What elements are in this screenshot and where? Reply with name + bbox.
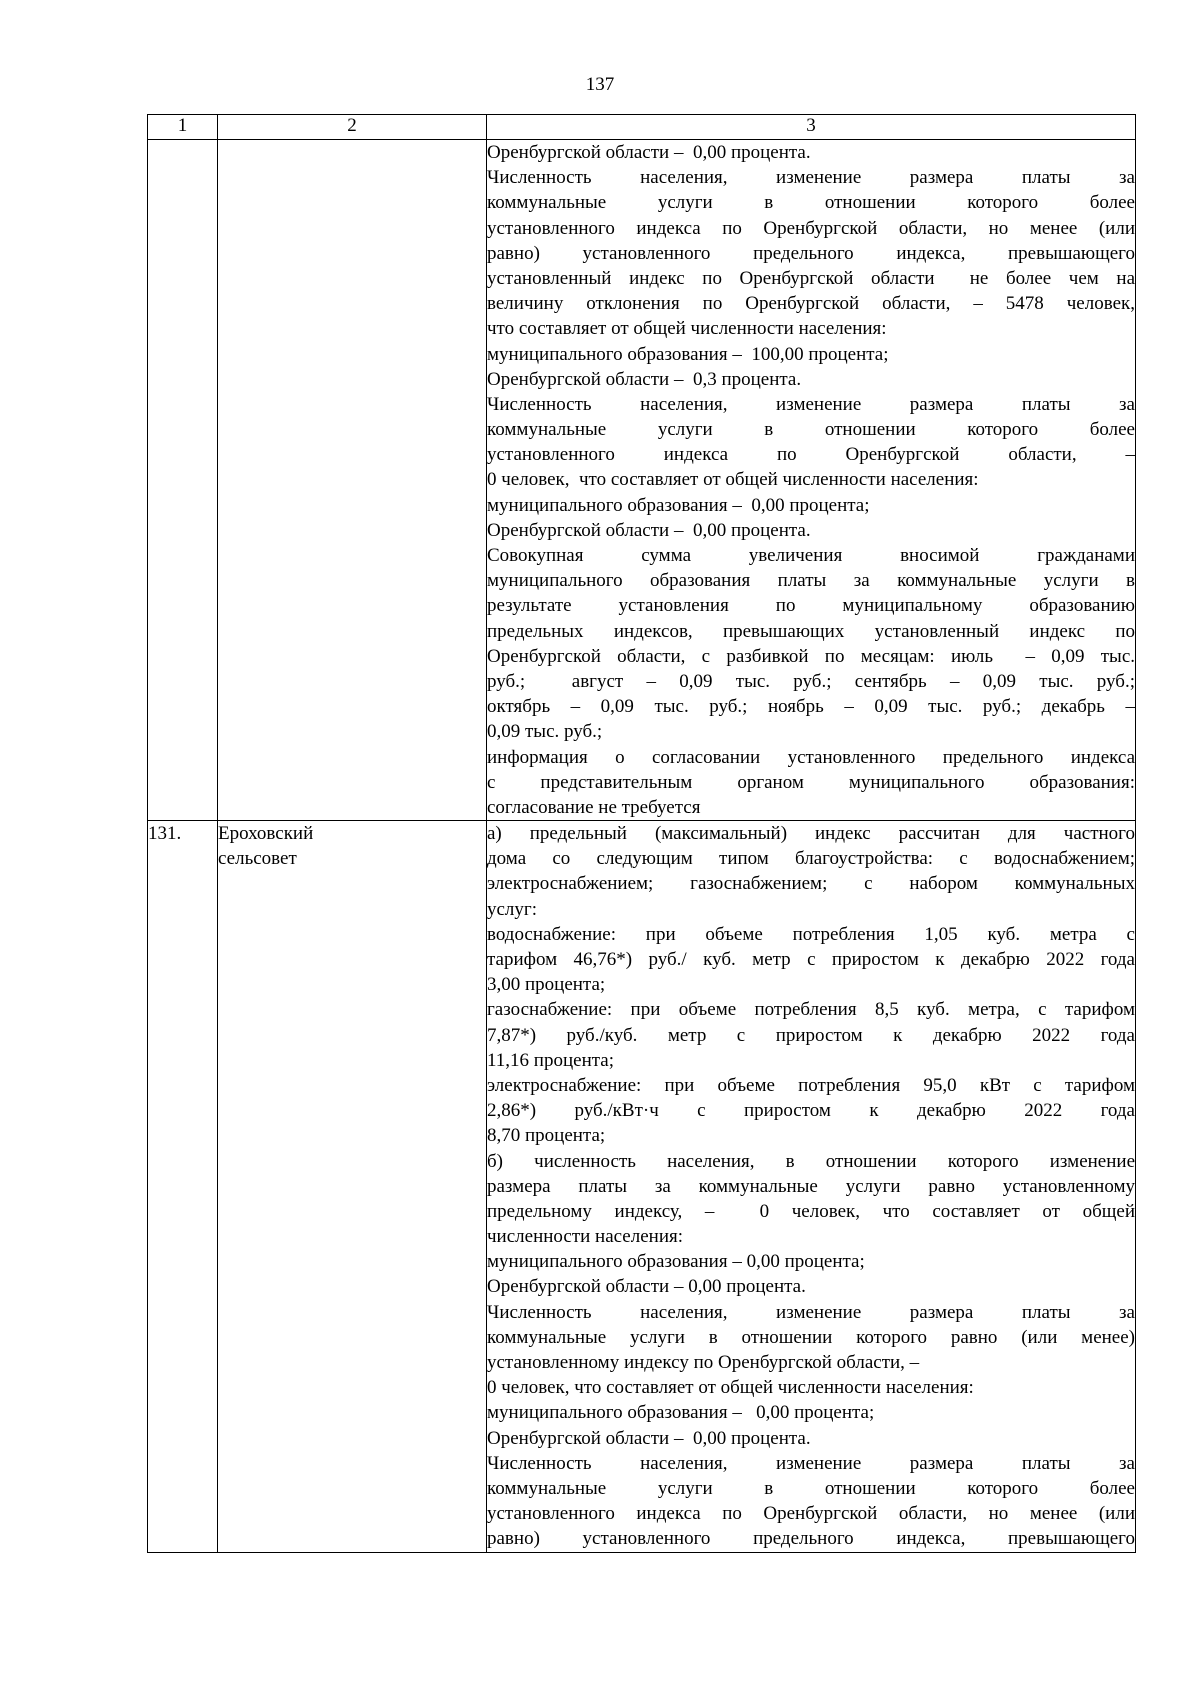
description-cell: [487, 821, 1136, 1552]
description-line: 0 человек, что составляет от общей численности населения:: [487, 469, 979, 491]
description-line: муниципального образования – 0,00 процента;: [487, 1251, 865, 1273]
description-line: газоснабжение: при объеме потребления 8,5 куб. метра, с тарифом: [487, 999, 1135, 1021]
description-line: тарифом 46,76*) руб./ куб. метр с приростом к декабрю 2022 года: [487, 949, 1135, 970]
description-line: электроснабжение: при объеме потребления 95,0 кВт с тарифом: [487, 1074, 1135, 1096]
header-cell-1: 1: [148, 115, 218, 140]
municipality-name-cell: [218, 821, 487, 1552]
description-line: коммунальные услуги в отношении которого более: [487, 192, 1135, 214]
description-line: муниципального образования платы за коммунальные услуги в: [487, 570, 1135, 592]
description-line: равно) установленного предельного индекса, превышающего: [487, 1528, 1135, 1550]
description-line: установленного индекса по Оренбургской области, но менее (или: [487, 1503, 1135, 1525]
description-line: величину отклонения по Оренбургской области, – 5478 человек,: [487, 293, 1135, 315]
description-line: установленный индекс по Оренбургской области не более чем на: [487, 267, 1135, 289]
description-line: б) численность населения, в отношении которого изменение: [487, 1150, 1135, 1172]
description-line: Оренбургской области – 0,00 процента.: [487, 142, 811, 163]
municipality-name-cell: [218, 140, 487, 821]
description-line: 11,16 процента;: [487, 1049, 614, 1071]
description-line: Оренбургской области – 0,00 процента.: [487, 1427, 811, 1449]
description-line: муниципального образования – 100,00 процента;: [487, 343, 889, 365]
description-line: Численность населения, изменение размера платы за: [487, 1452, 1135, 1474]
municipality-name-line: сельсовет: [218, 848, 297, 870]
table-row: [148, 140, 1136, 821]
description-line: а) предельный (максимальный) индекс рассчитан для частного: [487, 823, 1135, 845]
description-line: Оренбургской области – 0,3 процента.: [487, 368, 802, 390]
description-line: водоснабжение: при объеме потребления 1,05 куб. метра с: [487, 923, 1135, 945]
description-line: услуг:: [487, 898, 537, 920]
description-line: Оренбургской области, с разбивкой по месяцам: июль – 0,09 тыс.: [487, 645, 1135, 667]
description-line: Совокупная сумма увеличения вносимой гражданами: [487, 545, 1135, 566]
description-line: муниципального образования – 0,00 процента;: [487, 494, 870, 516]
description-line: Оренбургской области – 0,00 процента.: [487, 1276, 806, 1298]
description-line: установленного индекса по Оренбургской области, –: [487, 444, 1135, 466]
description-line: равно) установленного предельного индекса, превышающего: [487, 242, 1135, 264]
page-number: 137: [585, 74, 615, 95]
description-line: Численность населения, изменение размера платы за: [487, 393, 1135, 415]
description-line: установленному индексу по Оренбургской области, –: [487, 1352, 920, 1373]
description-line: 7,87*) руб./куб. метр с приростом к декабрю 2022 года: [487, 1024, 1135, 1046]
description-line: 8,70 процента;: [487, 1125, 606, 1147]
description-line: Численность населения, изменение размера платы за: [487, 1301, 1135, 1323]
header-cell-3: 3: [487, 115, 1136, 140]
description-line: руб.; август – 0,09 тыс. руб.; сентябрь – 0,09 тыс. руб.;: [487, 670, 1135, 692]
description-line: 2,86*) руб./кВт·ч с приростом к декабрю 2022 года: [487, 1100, 1135, 1122]
municipality-name-line: Ероховский: [218, 823, 314, 845]
row-number-cell: 131.: [148, 821, 218, 1552]
description-line: коммунальные услуги в отношении которого более: [487, 1477, 1135, 1499]
table-header-row: [148, 115, 1136, 140]
description-line: Численность населения, изменение размера платы за: [487, 167, 1135, 189]
description-line: согласование не требуется: [487, 796, 701, 818]
description-line: установленного индекса по Оренбургской области, но менее (или: [487, 217, 1135, 239]
description-line: 0 человек, что составляет от общей численности населения:: [487, 1377, 974, 1399]
table-row: [148, 821, 1136, 1552]
description-line: Оренбургской области – 0,00 процента.: [487, 519, 811, 541]
description-line: коммунальные услуги в отношении которого равно (или менее): [487, 1326, 1135, 1348]
description-line: предельному индексу, – 0 человек, что составляет от общей: [487, 1200, 1135, 1222]
row-number-cell: [148, 140, 218, 821]
description-line: 3,00 процента;: [487, 974, 606, 996]
description-line: предельных индексов, превышающих установленный индекс по: [487, 620, 1135, 642]
data-table: [147, 114, 1136, 1553]
description-cell: [487, 140, 1136, 821]
description-line: муниципального образования – 0,00 процента;: [487, 1402, 875, 1424]
description-line: дома со следующим типом благоустройства: с водоснабжением;: [487, 848, 1135, 870]
description-line: октябрь – 0,09 тыс. руб.; ноябрь – 0,09 тыс. руб.; декабрь –: [487, 696, 1135, 718]
description-line: коммунальные услуги в отношении которого более: [487, 419, 1135, 441]
description-line: размера платы за коммунальные услуги равно установленному: [487, 1175, 1135, 1197]
header-cell-2: 2: [218, 115, 487, 140]
description-line: результате установления по муниципальному образованию: [487, 595, 1135, 617]
description-line: 0,09 тыс. руб.;: [487, 721, 603, 743]
description-line: что составляет от общей численности населения:: [487, 318, 887, 340]
description-line: численности населения:: [487, 1226, 684, 1248]
description-line: информация о согласовании установленного предельного индекса: [487, 746, 1135, 768]
description-line: с представительным органом муниципального образования:: [487, 771, 1135, 793]
description-line: электроснабжением; газоснабжением; с набором коммунальных: [487, 873, 1135, 895]
